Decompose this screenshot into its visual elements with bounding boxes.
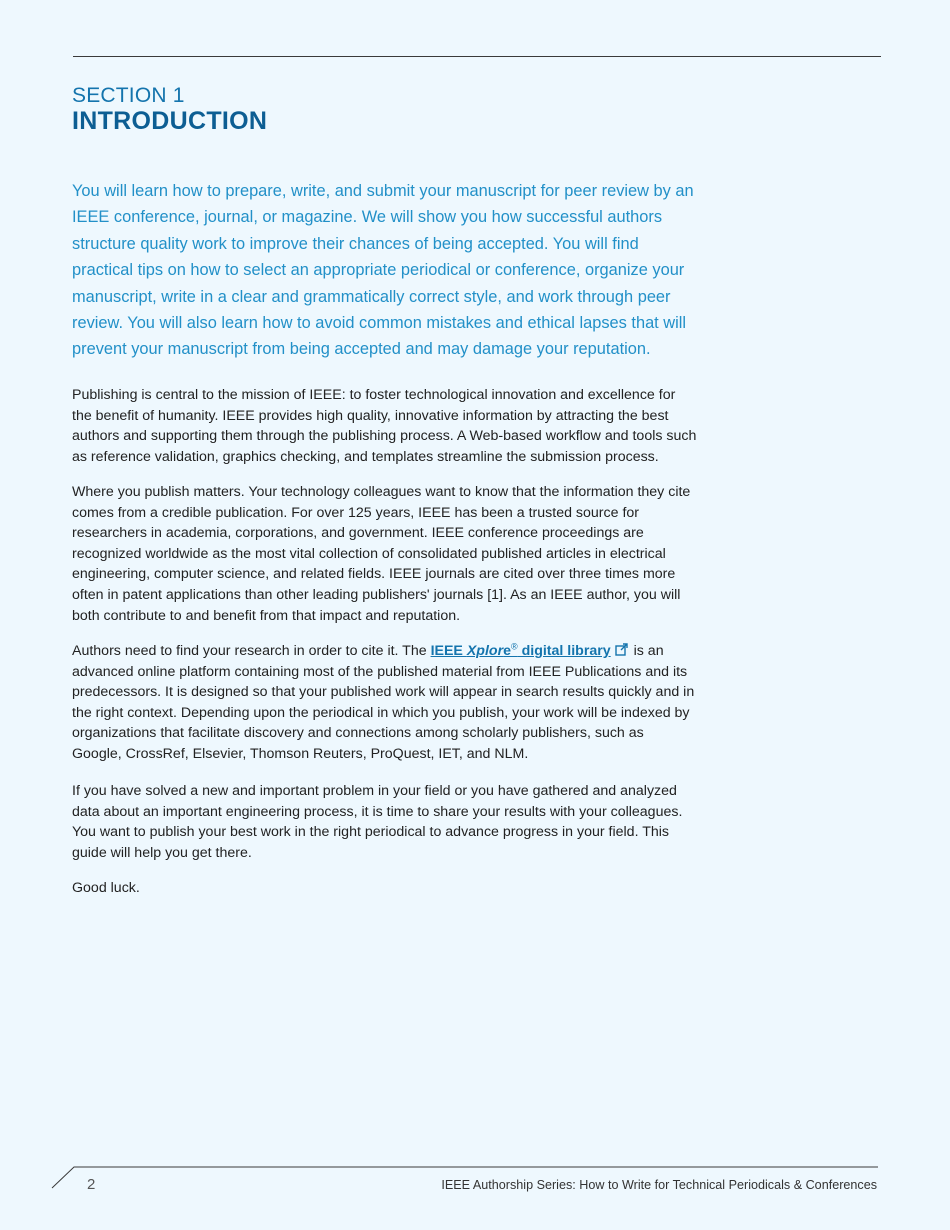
closing-line: Good luck. bbox=[72, 880, 140, 896]
body-paragraph-where-you-publish: Where you publish matters. Your technology colleagues want to know that the information they cite comes from a credible publication. For over 125 years, IEEE has been a trusted source for researchers in academia, corporations, and government. IEEE conference proceedings are recognized worldwide as the most vital collection of consolidated published articles in electrical engineering, computer science, and related fields. IEEE journals are cited over three times more often in patent applications than other leading publishers' journals [1]. As an IEEE author, you will both contribute to and benefit from that impact and reputation. bbox=[72, 484, 691, 624]
ieee-xplore-link[interactable] bbox=[431, 643, 611, 659]
link-text-xplor: Xplor bbox=[466, 643, 504, 659]
page-number: 2 bbox=[87, 1176, 96, 1193]
page-title: INTRODUCTION bbox=[72, 107, 268, 135]
body-paragraph-share-results: If you have solved a new and important problem in your field or you have gathered and analyzed data about an important engineering process, it is time to share your results with your colleagues. You want to publish your best work in the right periodical to advance progress in your field. This guide will help you get there. bbox=[72, 783, 683, 861]
header-rule bbox=[73, 56, 881, 57]
footer-series-title: IEEE Authorship Series: How to Write for Technical Periodicals & Conferences bbox=[441, 1178, 877, 1192]
xplore-text-before: Authors need to find your research in order to cite it. The bbox=[72, 643, 431, 659]
xplore-text-after: is an advanced online platform containing most of the published material from IEEE Publications and its predecessors. It is designed so that your published work will appear in search results quickly and in the right context. Depending upon the periodical in which you publish, your work will be indexed by organizations that facilitate discovery and connections among scholarly publishers, such as Google, CrossRef, Elsevier, Thomson Reuters, ProQuest, IET, and NLM. bbox=[72, 643, 695, 762]
external-link-icon[interactable] bbox=[615, 643, 628, 656]
link-text-e: e bbox=[503, 643, 511, 659]
registered-mark: ® bbox=[511, 641, 518, 652]
body-paragraph-xplore bbox=[72, 641, 697, 765]
section-label: SECTION 1 bbox=[72, 84, 185, 107]
intro-paragraph: You will learn how to prepare, write, and submit your manuscript for peer review by an IEEE conference, journal, or magazine. We will show you how successful authors structure quality work to improve their chances of being accepted. You will find practical tips on how to select an appropriate periodical or conference, organize your manuscript, write in a clear and grammatically correct style, and work through peer review. You will also learn how to avoid common mistakes and ethical lapses that will prevent your manuscript from being accepted and may damage your reputation. bbox=[72, 182, 694, 359]
link-text-digital-library: digital library bbox=[517, 643, 611, 659]
link-text-ieee: IEEE bbox=[430, 643, 467, 659]
body-paragraph-mission: Publishing is central to the mission of IEEE: to foster technological innovation and excellence for the benefit of humanity. IEEE provides high quality, innovative information by attracting the best authors and supporting them through the publishing process. A Web-based workflow and tools such as reference validation, graphics checking, and templates streamline the submission process. bbox=[72, 387, 697, 465]
